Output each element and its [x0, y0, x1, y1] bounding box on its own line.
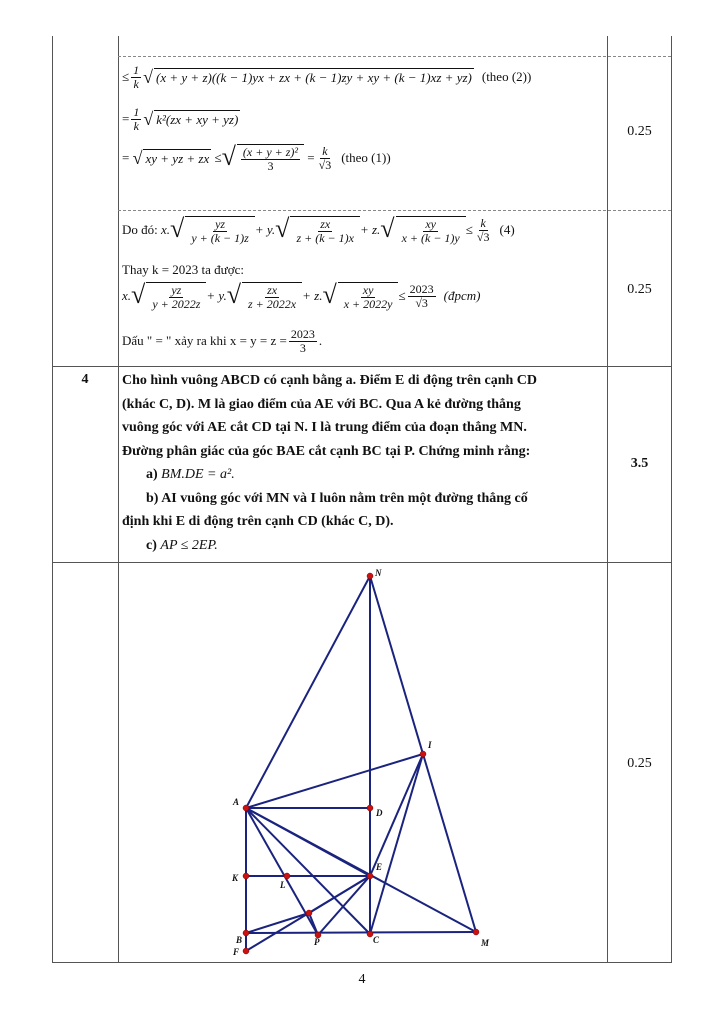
label-n: N: [375, 568, 382, 578]
score-block-1: 0.25: [627, 124, 652, 139]
label-a: A: [233, 797, 240, 807]
label-i: I: [428, 740, 432, 750]
problem-line: (khác C, D). M là giao điểm của AE với BC. Qua A kẻ đường thẳng: [122, 396, 521, 412]
part-b-cont: định khi E di động trên cạnh CD (khác C, D).: [122, 514, 394, 529]
part-a: a) BM.DE = a².: [146, 467, 235, 482]
label-f: F: [233, 947, 240, 957]
label-d: D: [376, 808, 383, 818]
problem-line: Cho hình vuông ABCD có cạnh bằng a. Điểm E di động trên cạnh CD: [122, 373, 538, 388]
math-line-5: x. √ $\frac{yz}{y + 2022z}$ + y. √ $\frac{zx}{z + 2022x}$ + z. √ $\frac{xy}{x + 2022y}$ ≤ $\frac{2023}{√3}$ (đpcm): [122, 280, 481, 311]
math-line-2: = $\frac{1}{k}$ √ k²(zx + xy + yz): [122, 105, 239, 133]
problem-line: Đường phân giác của góc BAE cắt cạnh BC tại P. Chứng minh rằng:: [122, 443, 531, 459]
math-line-4: Do đó: x. √ $\frac{yz}{y + (k - 1)z}$ + y. √ $\frac{zx}{z + (k - 1)x}$ + z. √ $\frac{xy}{x + (k - 1)y}$ ≤ $\frac{k}{√3}$ (4): [122, 214, 515, 245]
label-b: B: [236, 935, 243, 945]
part-c: c) AP ≤ 2EP.: [146, 537, 218, 553]
label-k: K: [232, 873, 239, 883]
label-c: C: [373, 935, 380, 945]
math-line-1: ≤ $\frac{1}{k}$ √ (x + y + z)((k − 1)yx + zx + (k − 1)zy + xy + (k − 1)xz + yz) (theo (2)): [122, 63, 532, 91]
figure-points: [243, 573, 479, 954]
problem-number: 4: [81, 372, 89, 387]
part-b: b) AI vuông góc với MN và I luôn nằm trên một đường thẳng cố: [146, 490, 528, 506]
label-e: E: [376, 862, 383, 872]
label-l: L: [280, 880, 286, 890]
score-problem-4: 3.5: [630, 456, 649, 471]
score-block-2: 0.25: [627, 282, 652, 297]
math-line-3: = √ xy + yz + zx ≤ √ $\frac{\text{(x + y + z)²}}{3}$ = $\frac{k}{√3}$ (theo (1)): [122, 142, 391, 173]
substitute-line: Thay k = 2023 ta được:: [122, 262, 244, 277]
label-m: M: [481, 938, 490, 948]
figure-lines: [246, 576, 476, 951]
equality-line: Dấu " = " xảy ra khi x = y = z = $\frac{2023}{3}$ .: [122, 327, 323, 355]
problem-line: vuông góc với AE cắt CD tại N. I là trung điểm của đoạn thẳng MN.: [122, 420, 527, 435]
page-number: 4: [358, 972, 366, 987]
score-figure: 0.25: [627, 756, 652, 771]
label-p: P: [314, 937, 320, 947]
